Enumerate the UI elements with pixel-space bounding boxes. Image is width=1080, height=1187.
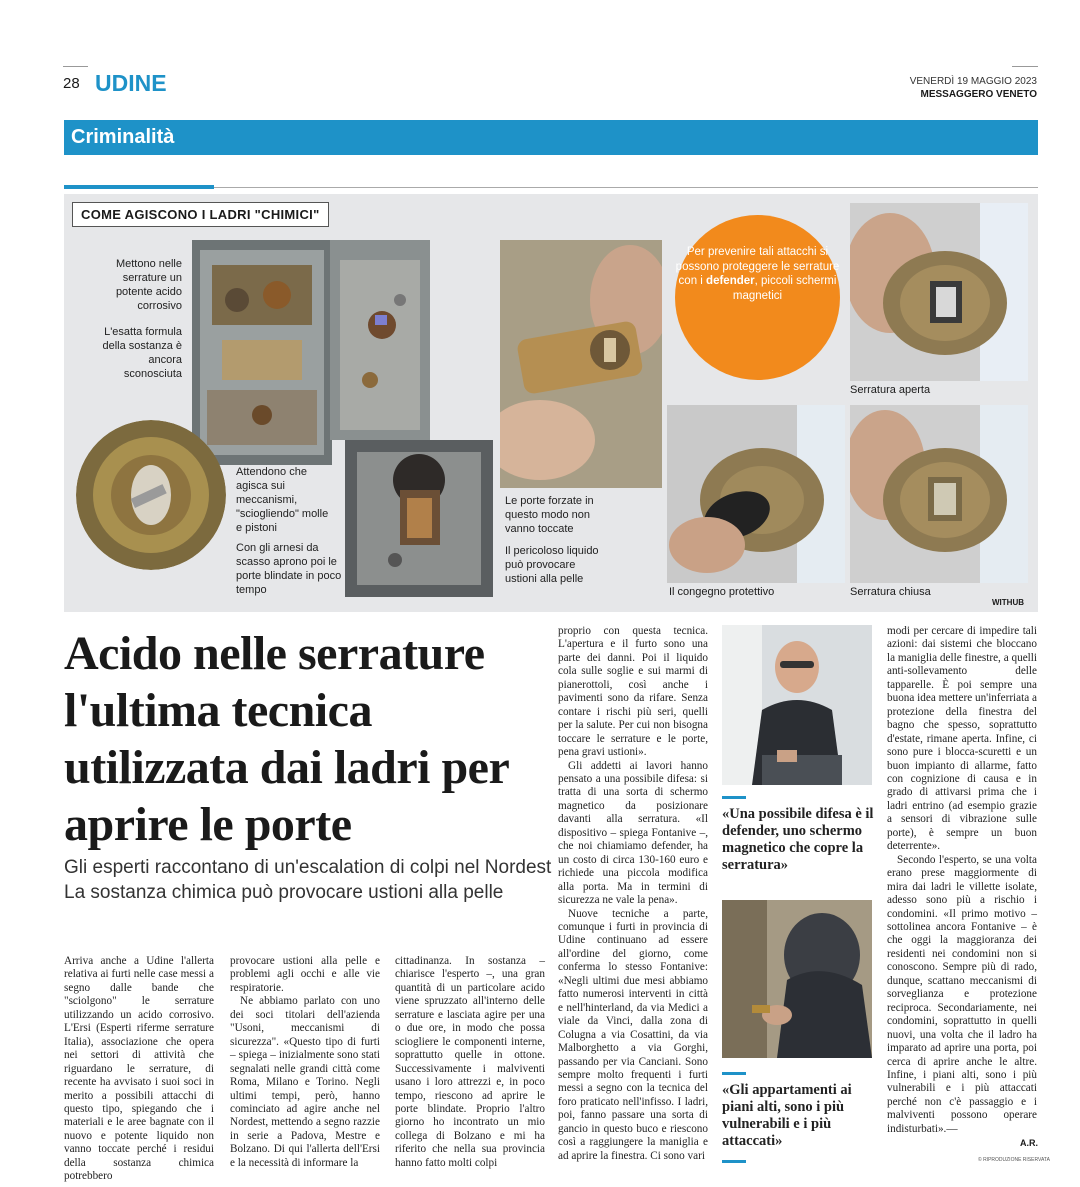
article-column-6 bbox=[887, 625, 1037, 1136]
bubble-text-pre: Per prevenire tali attacchi si possono proteggere le serrature con i bbox=[675, 246, 840, 287]
article-column-2 bbox=[230, 955, 380, 1170]
pull-quote: «Una possibile difesa è il defender, uno schermo magnetico che copre la serratura» bbox=[722, 806, 874, 873]
lock-mechanism-photo bbox=[330, 240, 430, 440]
article-column-1 bbox=[64, 955, 214, 1184]
burglar-photo bbox=[722, 900, 872, 1058]
quote-accent bbox=[722, 1160, 746, 1163]
header-top-rule-left bbox=[63, 66, 88, 67]
article-paragraph: Gli addetti ai lavori hanno pensato a una possibile difesa: si tratta di una sorta di schermo magnetico da posizionare davanti alla serratura. «Il dispositivo – spiega Fontanive –, che noi chiamiamo defender, ha un costo di circa 130-160 euro e richiede una piccola modifica alla porta. Ma in termini di sicurezza ne vale la pena». bbox=[558, 759, 708, 907]
author-signature: A.R. bbox=[1020, 1138, 1038, 1148]
photo-label: Il congegno protettivo bbox=[669, 586, 775, 598]
article-paragraph: Ne abbiamo parlato con uno dei soci titolari dell'azienda "Usoni, meccanismi di sicurezza". «Questo tipo di furti – spiega – inizialmente sono stati segnalati nelle grandi città come Roma, Milano e Torino. Negli ultimi tempi, però, hanno cominciato ad agire anche nel Nordest, mettendo a segno razzie in serie a Padova, Mestre e Bolzano. Di qui l'allerta dell'Ersi e la necessità di informare la bbox=[230, 995, 380, 1169]
infographic-caption: L'esatta formula della sostanza è ancora sconosciuta bbox=[102, 326, 182, 380]
corroded-cylinder-photo bbox=[76, 420, 226, 570]
defender-info-bubble bbox=[675, 215, 840, 380]
protective-device-photo bbox=[667, 405, 845, 583]
article-paragraph: provocare ustioni alla pelle e problemi agli occhi e alle vie respiratorie. bbox=[230, 955, 380, 994]
category-bar: Criminalità bbox=[64, 120, 1038, 155]
article-paragraph: proprio con questa tecnica. L'apertura e il furto sono una parte dei danni. Poi il liquido cola sulle soglie e sui marmi di pianerottoli, così anche i pavimenti sono da rifare. Senza contare i rischi più seri, quelli per la salute. Per cui non bisogna toccare le serrature e le porte, pena gravi ustioni». bbox=[558, 625, 708, 759]
article-paragraph: Arriva anche a Udine l'allerta relativa ai furti nelle case messi a segno dalle bande che "sciolgono" le serrature utilizzando un acido corrosivo. L'Ersi (Esperti riferme serrature Italia), associazione che opera nei settori di attività che riguardano le serrature, di recente ha avvisato i suoi soci in merito a possibili attacchi di questo tipo, spiegando che i materiali e le aree bagnate con il nuovo e potente liquido non vanno toccate perché i residui della sostanza chimica potrebbero bbox=[64, 955, 214, 1183]
article-paragraph: cittadinanza. In sostanza – chiarisce l'esperto –, una gran quantità di un particolare acido viene spruzzato all'interno delle serrature e lasciata agire per una o due ore, in modo che possa sciogliere le componenti interne, soprattutto quelle in ottone. Successivamente i malviventi usano i loro attrezzi e, in poco tempo, riescono ad aprire le porte blindate. Proprio l'altro giorno ho incontrato un mio collega di Bolzano e mi ha riferito che nella sua provincia hanno fatto molti colpi bbox=[395, 955, 545, 1169]
pull-quote: «Gli appartamenti ai piani alti, sono i più vulnerabili e i più attaccati» bbox=[722, 1082, 852, 1149]
lock-closed-photo bbox=[850, 405, 1028, 583]
rusted-lockcase-photo bbox=[345, 440, 493, 597]
article-paragraph: modi per cercare di impedire tali azioni: dai sistemi che bloccano la maniglia delle finestre, a quelli anti-sollevamento delle tapparelle. È poi sempre una buona idea mettere un'inferriata a protezione della finestra del bagno che spesso, soprattutto d'estate, rimane aperta. Infine, ci sono pure i blocca-scuretti e un buon impianto di allarme, fatto con cognizione di causa e in grado di attivarsi prima che i ladri entrino (ad esempio grazie a sensori di vibrazione sulle porte), è sempre un buon deterrente». bbox=[887, 625, 1037, 853]
section-title: UDINE bbox=[95, 70, 167, 96]
cylinder-key-photo bbox=[500, 240, 662, 488]
accent-bar bbox=[64, 185, 214, 189]
infographic-credit: WITHUB bbox=[992, 598, 1024, 607]
bubble-text-post: , piccoli schermi magnetici bbox=[732, 275, 837, 302]
page-number: 28 bbox=[63, 75, 80, 92]
photo-label: Serratura chiusa bbox=[850, 586, 931, 598]
article-headline: Acido nelle serrature l'ultima tecnica utilizzata dai ladri per aprire le porte bbox=[64, 627, 509, 851]
infographic-caption: Il pericoloso liquido può provocare ustioni alla pelle bbox=[505, 545, 599, 585]
photo-label: Serratura aperta bbox=[850, 384, 931, 396]
article-paragraph: Secondo l'esperto, se una volta erano prese maggiormente di mira dai ladri le villette isolate, adesso sono più a rischio i condomini. «Il primo motivo – sottolinea ancora Fontanive – è che oggi la maggioranza dei residenti nei condomini non si conoscono. Sempre più di rado, dunque, scattano meccanismi di sorveglianza e protezione reciproca. Secondariamente, nei condomini, soprattutto in quelli nuovi, una volta che il ladro ha imparato ad aprire una porta, poi cerca di aprire anche le altre. Infine, i piani alti, sono i più vulnerabili e i più attaccati perché non c'è passaggio e i malviventi possono operare indisturbati».— bbox=[887, 853, 1037, 1135]
article-subhead: Gli esperti raccontano di un'escalation di colpi nel Nordest La sostanza chimica può provocare ustioni alla pelle bbox=[64, 857, 552, 903]
infographic-caption: Le porte forzate in questo modo non vanno toccate bbox=[505, 495, 594, 535]
header-top-rule-right bbox=[1012, 66, 1038, 67]
publication-name: MESSAGGERO VENETO bbox=[920, 89, 1037, 100]
infographic-caption: Con gli arnesi da scasso aprono poi le porte blindate in poco tempo bbox=[236, 542, 342, 596]
article-column-3 bbox=[395, 955, 545, 1170]
article-paragraph: Nuove tecniche a parte, comunque i furti in provincia di Udine continuano ad essere all'ordine del giorno, come conferma lo stesso Fontanive: «Negli ultimi due mesi abbiamo fatto numerosi interventi in città e nell'hinterland, da via Medici a viale da Vinci, dalla zona di Colugna a via Cosattini, da via Malborghetto a via Gorghi, passando per via Canciani. Sono sempre molto frequenti i furti messi a segno con la tecnica del foro praticato nell'infisso. I ladri, poi, fanno passare una sorta di gancio in questo buco e riescono così a raggiungere la maniglia e ad aprire la finestra. Ci sono vari bbox=[558, 907, 708, 1162]
lock-open-photo bbox=[850, 203, 1028, 381]
infographic-title: COME AGISCONO I LADRI "CHIMICI" bbox=[72, 202, 329, 227]
infographic-caption: Mettono nelle serrature un potente acido corrosivo bbox=[115, 258, 182, 312]
issue-date: VENERDÌ 19 MAGGIO 2023 bbox=[909, 76, 1037, 87]
quote-accent bbox=[722, 1072, 746, 1075]
dateline bbox=[910, 75, 1037, 101]
lock-mechanism-photo bbox=[192, 240, 332, 465]
copyright-notice: © RIPRODUZIONE RISERVATA bbox=[978, 1157, 1050, 1163]
expert-portrait-photo bbox=[722, 625, 872, 785]
infographic-caption: Attendono che agisca sui meccanismi, "sciogliendo" molle e pistoni bbox=[236, 466, 329, 534]
quote-accent bbox=[722, 796, 746, 799]
bubble-text-bold: defender bbox=[706, 275, 755, 287]
article-column-4 bbox=[558, 625, 708, 1163]
